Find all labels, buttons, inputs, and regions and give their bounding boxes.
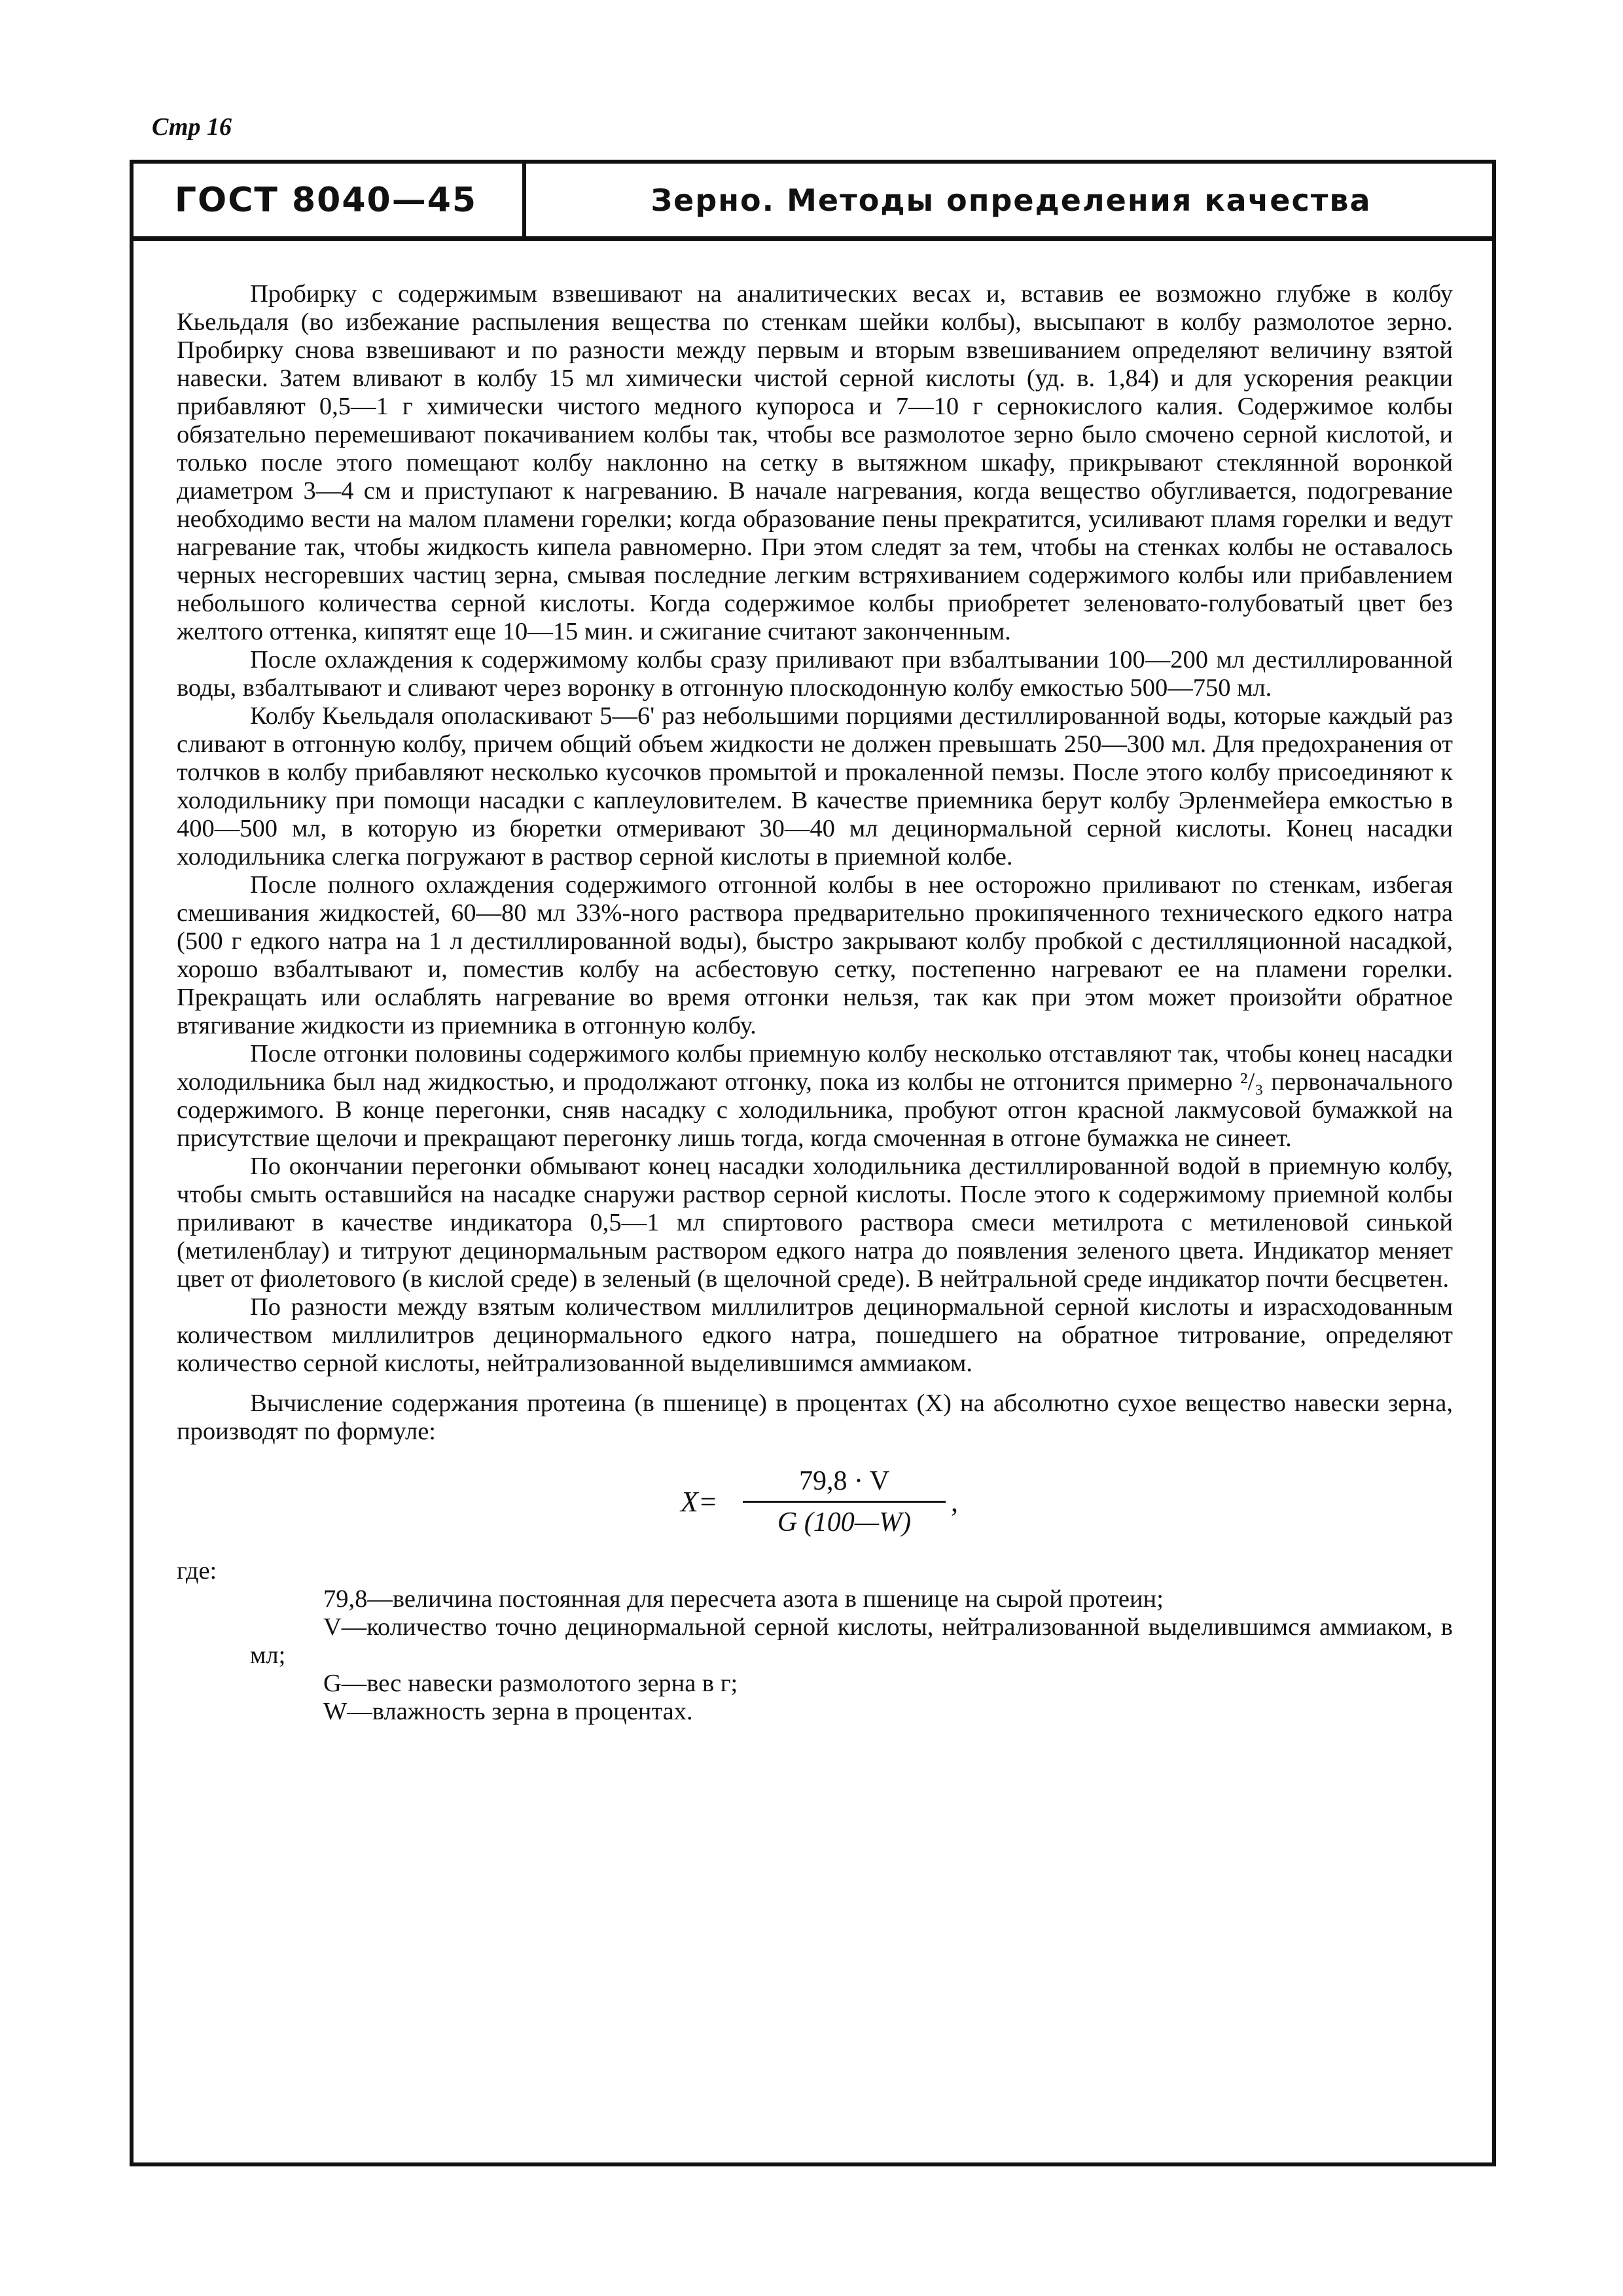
paragraph: По окончании перегонки обмывают конец насадки холодильника дестиллированной водой в приемную колбу, чтобы смыть оставшийся на насадке снаружи раствор серной кислоты. После этого к содержимому приемной колбы приливают в качестве индикатора 0,5—1 мл спиртового раствора смеси метилрота с метиленовой синькой (метиленблау) и титруют децинормальным раствором едкого натра до появления зеленого цвета. Индикатор меняет цвет от фиолетового (в кислой среде) в зеленый (в щелочной среде). В нейтральной среде индикатор почти бесцветен.: [177, 1153, 1453, 1293]
standard-number: ГОСТ 8040—45: [174, 180, 478, 220]
formula-numerator: 79,8 · V: [798, 1466, 890, 1496]
body-text: [177, 280, 1453, 1726]
paragraph: После полного охлаждения содержимого отгонной колбы в нее осторожно приливают по стенкам, избегая смешивания жидкостей, 60—80 мл 33%-ного раствора предварительно прокипяченного технического едкого натра (500 г едкого натра на 1 л дестиллированной воды), быстро закрывают колбу пробкой с дестилляционной насадкой, хорошо взбалтывают и, поместив колбу на асбестовую сетку, постепенно нагревают ее на пламени горелки. Прекращать или ослаблять нагревание во время отгонки нельзя, так как при этом может произойти обратное втягивание жидкости из приемника в отгонную колбу.: [177, 871, 1453, 1039]
paragraph: После отгонки половины содержимого колбы приемную колбу несколько отставляют так, чтобы конец насадки холодильника был над жидкостью, и продолжают отгонку, пока из колбы не отгонится примерно ²/₃ первоначального содержимого. В конце перегонки, сняв насадку с холодильника, пробуют отгон красной лакмусовой бумажкой на присутствие щелочи и прекращают перегонку лишь тогда, когда смоченная в отгоне бумажка не синеет.: [177, 1040, 1453, 1152]
formula-fraction: [743, 1463, 946, 1541]
paragraph: По разности между взятым количеством миллилитров децинормальной серной кислоты и израсходованным количеством миллилитров децинормального едкого натра, пошедшего на обратное титрование, определяют количество серной кислоты, нейтрализованной выделившимся аммиаком.: [177, 1293, 1453, 1377]
paragraph: Вычисление содержания протеина (в пшенице) в процентах (X) на абсолютно сухое вещество навески зерна, производят по формуле:: [177, 1390, 1453, 1445]
definition-item: V—количество точно децинормальной серной кислоты, нейтрализованной выделившимся аммиаком, в мл;: [250, 1613, 1453, 1669]
formula-denominator: G (100—W): [777, 1507, 912, 1537]
page-number: Стр 16: [152, 113, 232, 141]
document-title: Зерно. Методы определения качества: [651, 182, 1372, 218]
definition-item: G—вес навески размолотого зерна в г;: [323, 1670, 738, 1697]
fraction-bar: [743, 1501, 946, 1503]
protein-formula: [177, 1463, 1453, 1554]
definition-item: 79,8—величина постоянная для пересчета азота в пшенице на сырой протеин;: [323, 1585, 1164, 1613]
definitions-list: [250, 1585, 1453, 1726]
paragraph: Пробирку с содержимым взвешивают на аналитических весах и, вставив ее возможно глубже в колбу Кьельдаля (во избежание распыления вещества по стенкам шейки колбы), высыпают в колбу размолотое зерно. Пробирку снова взвешивают и по разности между первым и вторым взвешиванием определяют величину взятой навески. Затем вливают в колбу 15 мл химически чистой серной кислоты (уд. в. 1,84) и для ускорения реакции прибавляют 0,5—1 г химически чистого медного купороса и 7—10 г сернокислого калия. Содержимое колбы обязательно перемешивают покачиванием колбы так, чтобы все размолотое зерно было смочено серной кислотой, и только после этого помещают колбу наклонно на сетку в вытяжном шкафу, прикрывают стеклянной воронкой диаметром 3—4 см и приступают к нагреванию. В начале нагревания, когда вещество обугливается, подогревание необходимо вести на малом пламени горелки; когда образование пены прекратится, усиливают пламя горелки и ведут нагревание так, чтобы жидкость кипела равномерно. При этом следят за тем, чтобы на стенках колбы не оставалось черных несгоревших частиц зерна, смывая последние легким встряхиванием содержимого колбы или прибавлением небольшого количества серной кислоты. Когда содержимое колбы приобретет зеленовато-голубоватый цвет без желтого оттенка, кипятят еще 10—15 мин. и сжигание считают законченным.: [177, 280, 1453, 645]
formula-comma: ,: [951, 1486, 958, 1518]
paragraph: После охлаждения к содержимому колбы сразу приливают при взбалтывании 100—200 мл дестиллированной воды, взбалтывают и сливают через воронку в отгонную плоскодонную колбу емкостью 500—750 мл.: [177, 646, 1453, 702]
definition-item: W—влажность зерна в процентах.: [323, 1698, 693, 1725]
where-label: где:: [177, 1557, 217, 1585]
document-header: [130, 160, 1496, 241]
formula-lhs: X=: [681, 1486, 718, 1518]
paragraph: Колбу Кьельдаля ополаскивают 5—6' раз небольшими порциями дестиллированной воды, которые каждый раз сливают в отгонную колбу, причем общий объем жидкости не должен превышать 250—300 мл. Для предохранения от толчков в колбу прибавляют несколько кусочков промытой и прокаленной пемзы. После этого колбу присоединяют к холодильнику при помощи насадки с каплеуловителем. В качестве приемника берут колбу Эрленмейера емкостью в 400—500 мл, в которую из бюретки отмеривают 30—40 мл децинормальной серной кислоты. Конец насадки холодильника слегка погружают в раствор серной кислоты в приемной колбе.: [177, 702, 1453, 870]
